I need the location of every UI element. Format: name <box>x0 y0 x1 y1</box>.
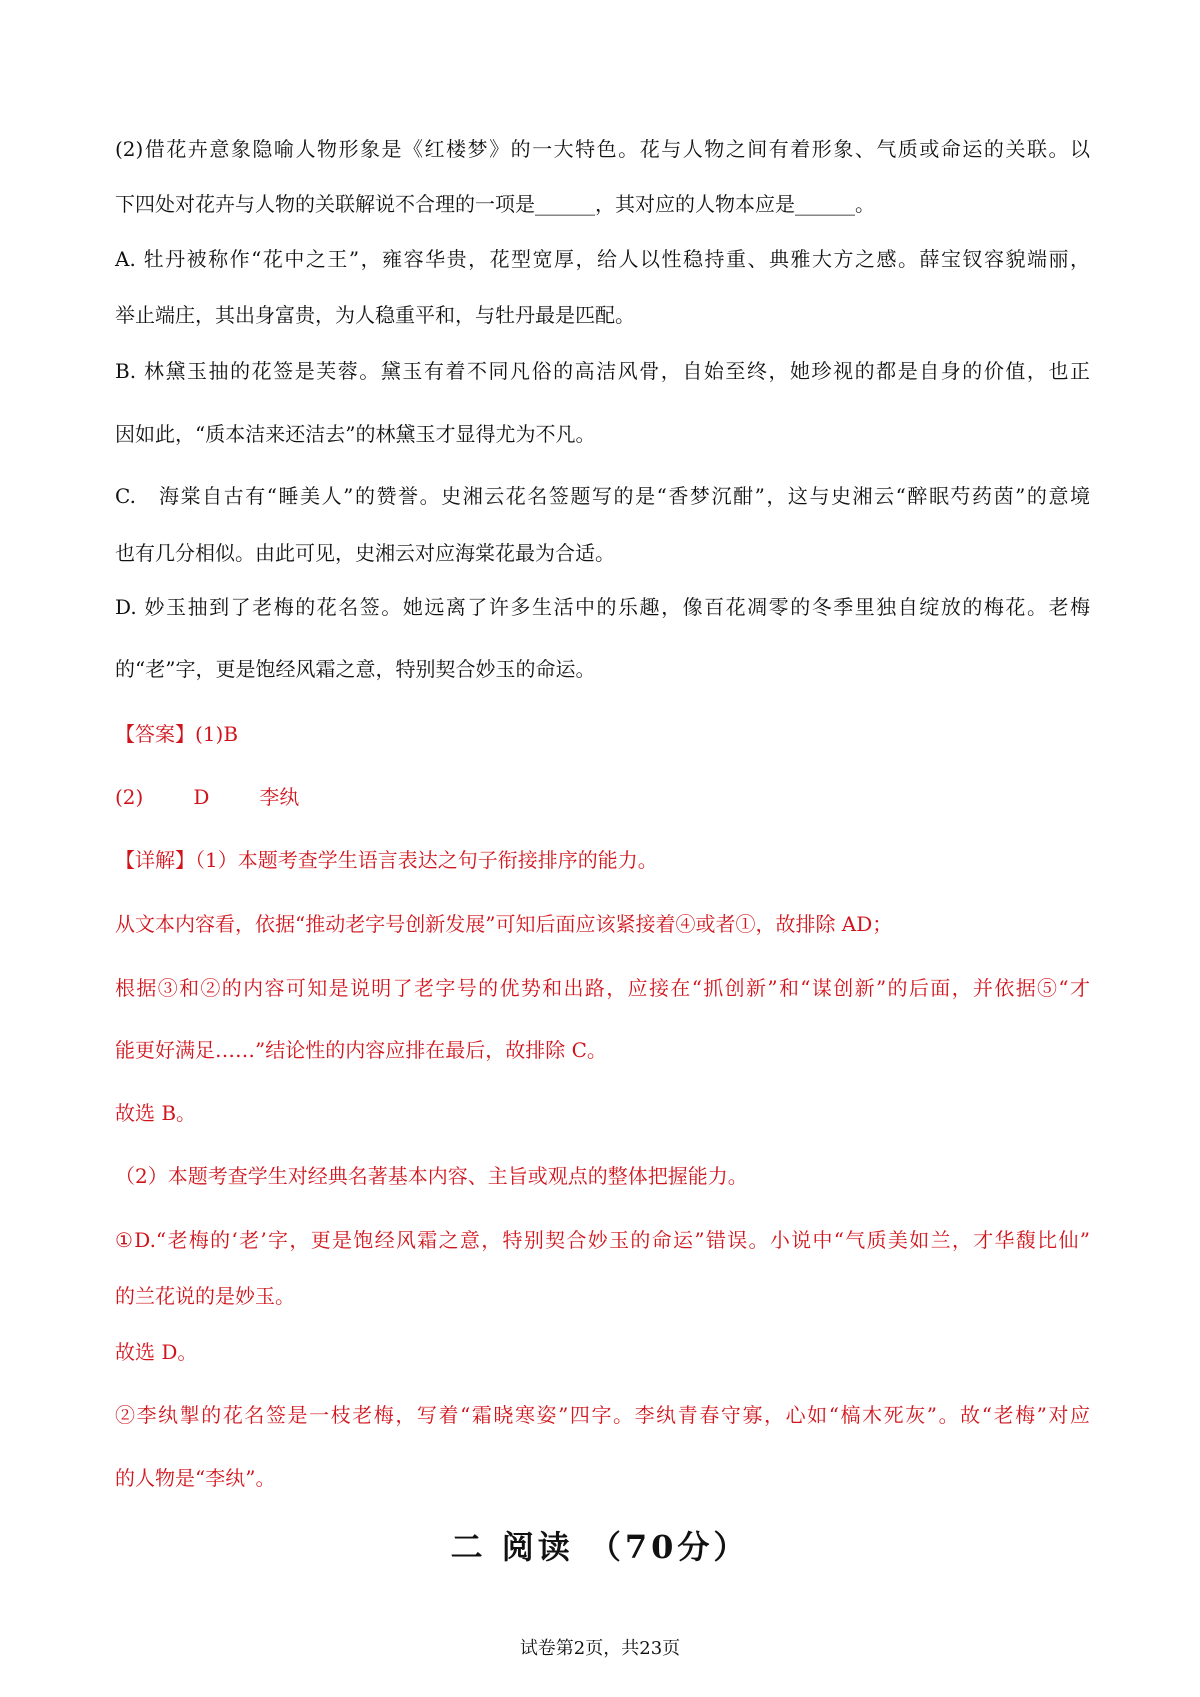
answer-part2-line <box>115 784 1090 810</box>
option-d-line: 的“老”字，更是饱经风霜之意，特别契合妙玉的命运。 <box>115 657 596 681</box>
answer-part2-choice: D <box>193 785 210 809</box>
option-a-line: 举止端庄，其出身富贵，为人稳重平和，与牡丹最是匹配。 <box>115 303 635 327</box>
option-a-line: A. 牡丹被称作“花中之王”，雍容华贵，花型宽厚，给人以性稳持重、典雅大方之感。薛宝钗容貌端丽， <box>115 247 1090 271</box>
explanation-line: ①D.“老梅的‘老’字，更是饱经风霜之意，特别契合妙玉的命运”错误。小说中“气质美如兰，才华馥比仙” <box>115 1228 1090 1252</box>
explanation-line: ②李纨掣的花名签是一枝老梅，写着“霜晓寒姿”四字。李纨青春守寡，心如“槁木死灰”。故“老梅”对应 <box>115 1403 1090 1427</box>
explanation-line: 的兰花说的是妙玉。 <box>115 1284 295 1308</box>
section-title: 二 阅读 （70分） <box>450 1528 750 1566</box>
explanation-line: （2）本题考查学生对经典名著基本内容、主旨或观点的整体把握能力。 <box>115 1164 748 1188</box>
explanation-line <box>115 847 1090 873</box>
explanation-line: 的人物是“李纨”。 <box>115 1466 276 1490</box>
explanation-text: （1）本题考查学生语言表达之句子衔接排序的能力。 <box>195 848 658 872</box>
answer-part1: (1)B <box>195 722 239 746</box>
question-line: (2)借花卉意象隐喻人物形象是《红楼梦》的一大特色。花与人物之间有着形象、气质或命运的关联。以 <box>115 137 1090 161</box>
explanation-line: 根据③和②的内容可知是说明了老字号的优势和出路，应接在“抓创新”和“谋创新”的后面，并依据⑤“才 <box>115 976 1090 1000</box>
explanation-line: 从文本内容看，依据“推动老字号创新发展”可知后面应该紧接着④或者①，故排除 AD； <box>115 912 893 936</box>
answer-part2-name: 李纨 <box>259 785 300 809</box>
answer-label: 【答案】 <box>115 722 195 746</box>
option-b-line: 因如此，“质本洁来还洁去”的林黛玉才显得尤为不凡。 <box>115 422 596 446</box>
option-c-line: C. 海棠自古有“睡美人”的赞誉。史湘云花名签题写的是“香梦沉酣”，这与史湘云“醉眠芍药茵”的意境 <box>115 484 1090 508</box>
question-line: 下四处对花卉与人物的关联解说不合理的一项是______，其对应的人物本应是______。 <box>115 192 875 216</box>
page-footer: 试卷第2页，共23页 <box>519 1638 681 1659</box>
answer-part2-num: (2) <box>115 785 144 809</box>
explanation-line: 故选 D。 <box>115 1340 198 1364</box>
option-d-line: D. 妙玉抽到了老梅的花名签。她远离了许多生活中的乐趣，像百花凋零的冬季里独自绽放的梅花。老梅 <box>115 595 1090 619</box>
explanation-line: 故选 B。 <box>115 1101 197 1125</box>
explanation-line: 能更好满足……”结论性的内容应排在最后，故排除 C。 <box>115 1038 607 1062</box>
option-c-line: 也有几分相似。由此可见，史湘云对应海棠花最为合适。 <box>115 541 615 565</box>
option-b-line: B. 林黛玉抽的花签是芙蓉。黛玉有着不同凡俗的高洁风骨，自始至终，她珍视的都是自身的价值，也正 <box>115 359 1090 383</box>
answer-line <box>115 721 1090 747</box>
explanation-label: 【详解】 <box>115 848 195 872</box>
